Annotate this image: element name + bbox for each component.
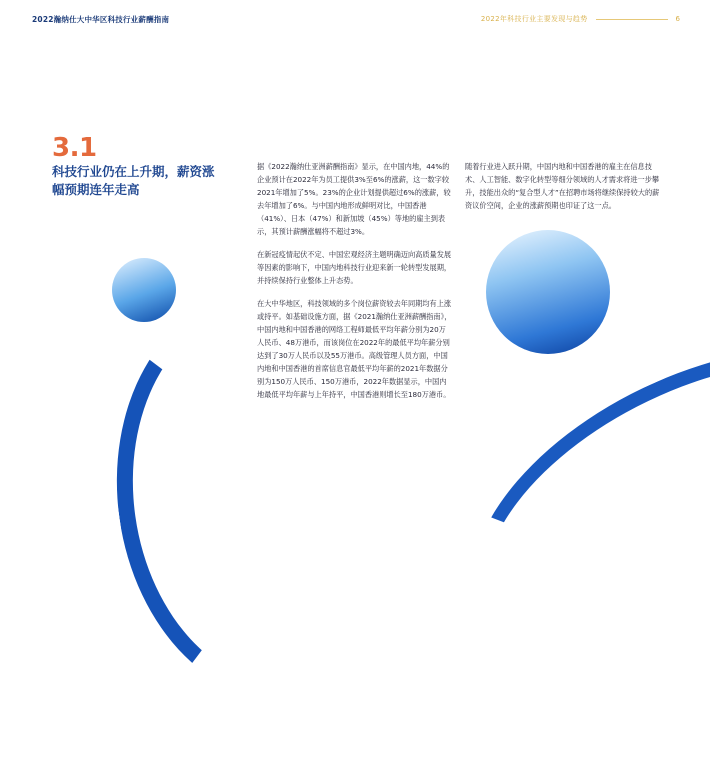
section-number: 3.1 <box>52 133 97 163</box>
report-title: 2022瀚纳仕大中华区科技行业薪酬指南 <box>32 15 170 24</box>
paragraph: 随着行业进入跃升期，中国内地和中国香港的雇主在信息技术、人工智能、数字化转型等细分领域的人才需求将进一步攀升，技能出众的“复合型人才”在招聘市场将继续保持较大的薪资议价空间，企业的涨薪预期也印证了这一点。 <box>465 162 660 210</box>
decorative-circle-right <box>486 230 610 354</box>
decorative-circle-left <box>112 258 176 322</box>
body-column-1 <box>257 160 452 411</box>
paragraph: 据《2022瀚纳仕亚洲薪酬指南》显示，在中国内地，44%的企业预计在2022年为员工提供3%至6%的涨薪，这一数字较2021年增加了5%。23%的企业计划提供超过6%的涨薪，较去年增加了6%。与中国内地形成鲜明对比，中国香港（41%）、日本（47%）和新加坡（45%）等地的雇主到表示，其预计薪酬涨幅将不超过3%。 <box>257 162 451 236</box>
section-title: 科技行业仍在上升期，薪资涨幅预期连年走高 <box>52 164 215 197</box>
paragraph: 在新冠疫情起伏不定、中国宏观经济主题明确迈向高质量发展等因素的影响下，中国内地科技行业迎来新一轮转型发展期，并持续保持行业整体上升态势。 <box>257 250 452 285</box>
header-divider <box>596 19 668 20</box>
section-name: 2022年科技行业主要发现与趋势 <box>480 15 588 23</box>
running-header <box>481 14 680 24</box>
page-number: 6 <box>675 15 680 23</box>
body-column-2 <box>465 160 660 222</box>
paragraph: 在大中华地区，科技领域的多个岗位薪资较去年同期均有上涨或持平。如基础设施方面，据《2021瀚纳仕亚洲薪酬指南》，中国内地和中国香港的网络工程师最低平均年薪分别为20万人民币、48万港币，而该岗位在2022年的最低平均年薪分别达到了30万人民币以及55万港币。高级管理人员方面，中国内地和中国香港的首席信息官最低平均年薪的2021年数据分别为150万人民币、150万港币，2022年数据显示，中国内地最低平均年薪与上年持平，中国香港则增长至180万港币。 <box>257 299 452 399</box>
